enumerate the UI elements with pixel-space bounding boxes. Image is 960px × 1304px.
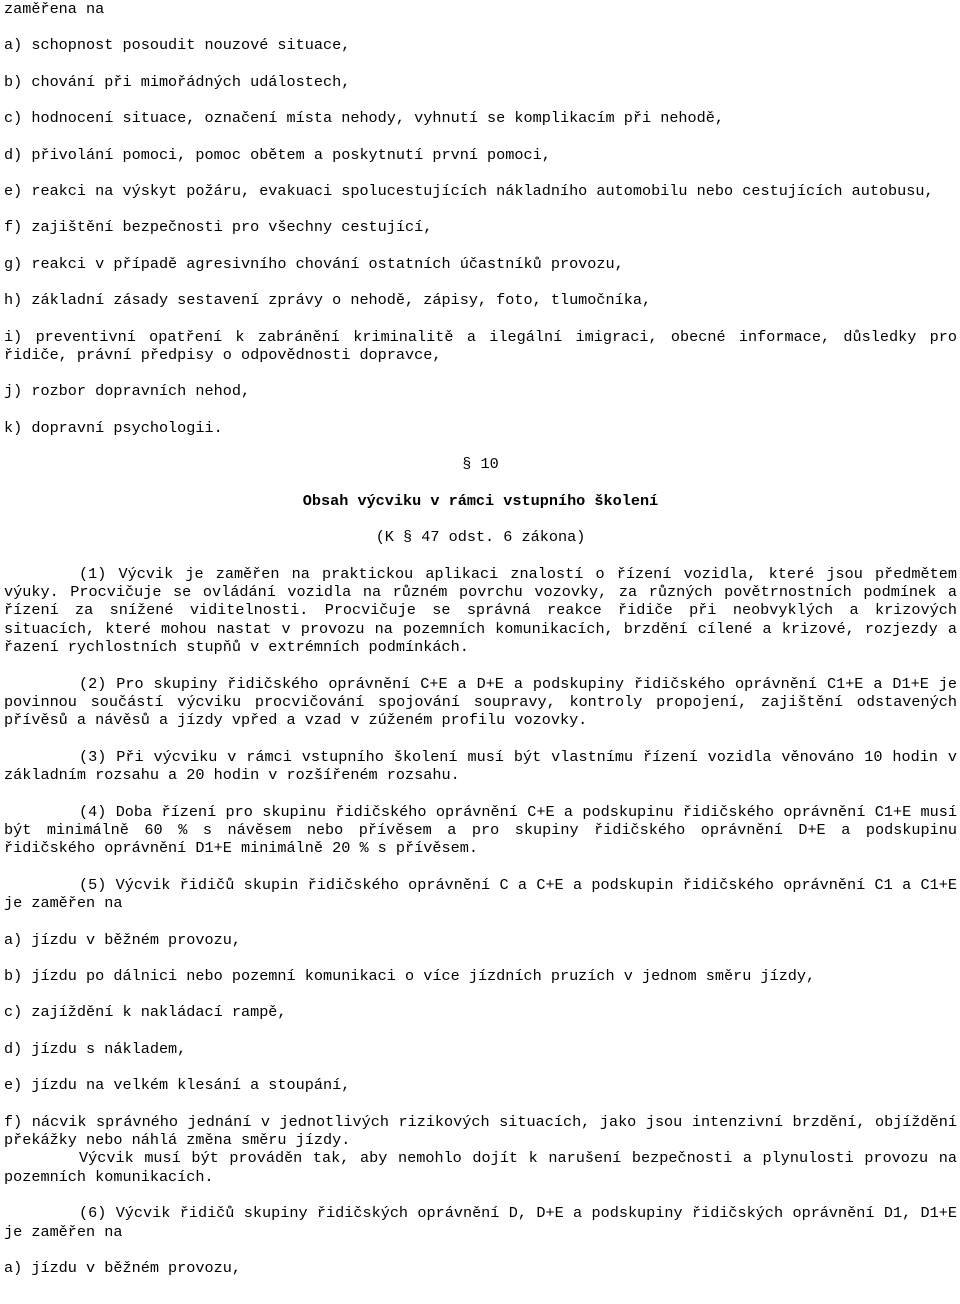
list-item-c: c) hodnocení situace, označení místa nehody, vyhnutí se komplikacím při nehodě, bbox=[4, 109, 725, 128]
list-item-e: e) reakci na výskyt požáru, evakuaci spolucestujících nákladního automobilu nebo cestujících autobusu, bbox=[4, 182, 934, 201]
intro-text: zaměřena na bbox=[4, 0, 105, 18]
list-item-j: j) rozbor dopravních nehod, bbox=[4, 382, 251, 401]
list-item-f: f) zajištění bezpečnosti pro všechny cestující, bbox=[4, 218, 433, 237]
list2-item-d: d) jízdu s nákladem, bbox=[4, 1039, 187, 1058]
list-item-h: h) základní zásady sestavení zprávy o nehodě, zápisy, foto, tlumočníka, bbox=[4, 291, 652, 310]
list2-item-e: e) jízdu na velkém klesání a stoupání, bbox=[4, 1076, 351, 1095]
list-item-b: b) chování při mimořádných událostech, bbox=[4, 72, 351, 91]
paragraph-6: (6) Výcvik řidičů skupiny řidičských oprávnění D, D+E a podskupiny řidičských oprávnění D1, D1+E je zaměřen na bbox=[4, 1204, 957, 1241]
paragraph-2: (2) Pro skupiny řidičského oprávnění C+E a D+E a podskupiny řidičského oprávnění C1+E a D1+E je povinnou součástí výcviku procvičování spojování soupravy, kontroly propojení, zajištění odstavených přívěsů a návěsů a jízdy vpřed a vzad v zúženém profilu vozovky. bbox=[4, 674, 957, 730]
section-title: Obsah výcviku v rámci vstupního školení bbox=[302, 491, 659, 510]
list-item-d: d) přivolání pomoci, pomoc obětem a poskytnutí první pomoci, bbox=[4, 145, 551, 164]
note-paragraph: Výcvik musí být prováděn tak, aby nemohlo dojít k narušení bezpečnosti a plynulosti provozu na pozemních komunikacích. bbox=[4, 1149, 957, 1186]
list2-item-b: b) jízdu po dálnici nebo pozemní komunikaci o více jízdních pruzích v jednom směru jízdy, bbox=[4, 967, 816, 985]
list-item-k: k) dopravní psychologii. bbox=[4, 418, 223, 437]
document-page bbox=[4, 0, 957, 1277]
list-item-i: i) preventivní opatření k zabránění kriminalitě a ilegální imigraci, obecné informace, důsledky pro řidiče, právní předpisy o odpovědnosti dopravce, bbox=[4, 327, 957, 365]
list3-item-a: a) jízdu v běžném provozu, bbox=[4, 1259, 241, 1278]
paragraph-1: (1) Výcvik je zaměřen na praktickou aplikaci znalostí o řízení vozidla, které jsou předmětem výuky. Procvičuje se ovládání vozidla na různém povrchu vozovky, za různých povětrnostních podmínek a řízení za snížené viditelnosti. Procvičuje se správná reakce řidiče při neobvyklých a krizových situacích, které mohou nastat v provozu na pozemních komunikacích, brzdění cílené a krizové, rozjezdy a řazení rychlostních stupňů v extrémních podmínkách. bbox=[4, 564, 957, 657]
list2-item-c: c) zajíždění k nakládací rampě, bbox=[4, 1003, 287, 1022]
list2-item-f: f) nácvik správného jednání v jednotlivých rizikových situacích, jako jsou intenzivní brzdění, objíždění překážky nebo náhlá změna směru jízdy. bbox=[4, 1112, 957, 1150]
section-reference: (K § 47 odst. 6 zákona) bbox=[375, 528, 586, 547]
section-number: § 10 bbox=[462, 455, 499, 474]
paragraph-4: (4) Doba řízení pro skupinu řidičského oprávnění C+E a podskupinu řidičského oprávnění C1+E musí být minimálně 60 % s návěsem nebo přívěsem a pro skupiny řidičského oprávnění D+E a podskupinu řidičského oprávnění D1+E minimálně 20 % s přívěsem. bbox=[4, 802, 957, 858]
paragraph-3: (3) Při výcviku v rámci vstupního školení musí být vlastnímu řízení vozidla věnováno 10 hodin v základním rozsahu a 20 hodin v rozšířeném rozsahu. bbox=[4, 747, 957, 785]
list-item-g: g) reakci v případě agresivního chování ostatních účastníků provozu, bbox=[4, 254, 624, 273]
list2-item-a: a) jízdu v běžném provozu, bbox=[4, 930, 241, 949]
list-item-a: a) schopnost posoudit nouzové situace, bbox=[4, 36, 351, 55]
paragraph-5: (5) Výcvik řidičů skupin řidičského oprávnění C a C+E a podskupin řidičského oprávnění C1 a C1+E je zaměřen na bbox=[4, 875, 957, 913]
